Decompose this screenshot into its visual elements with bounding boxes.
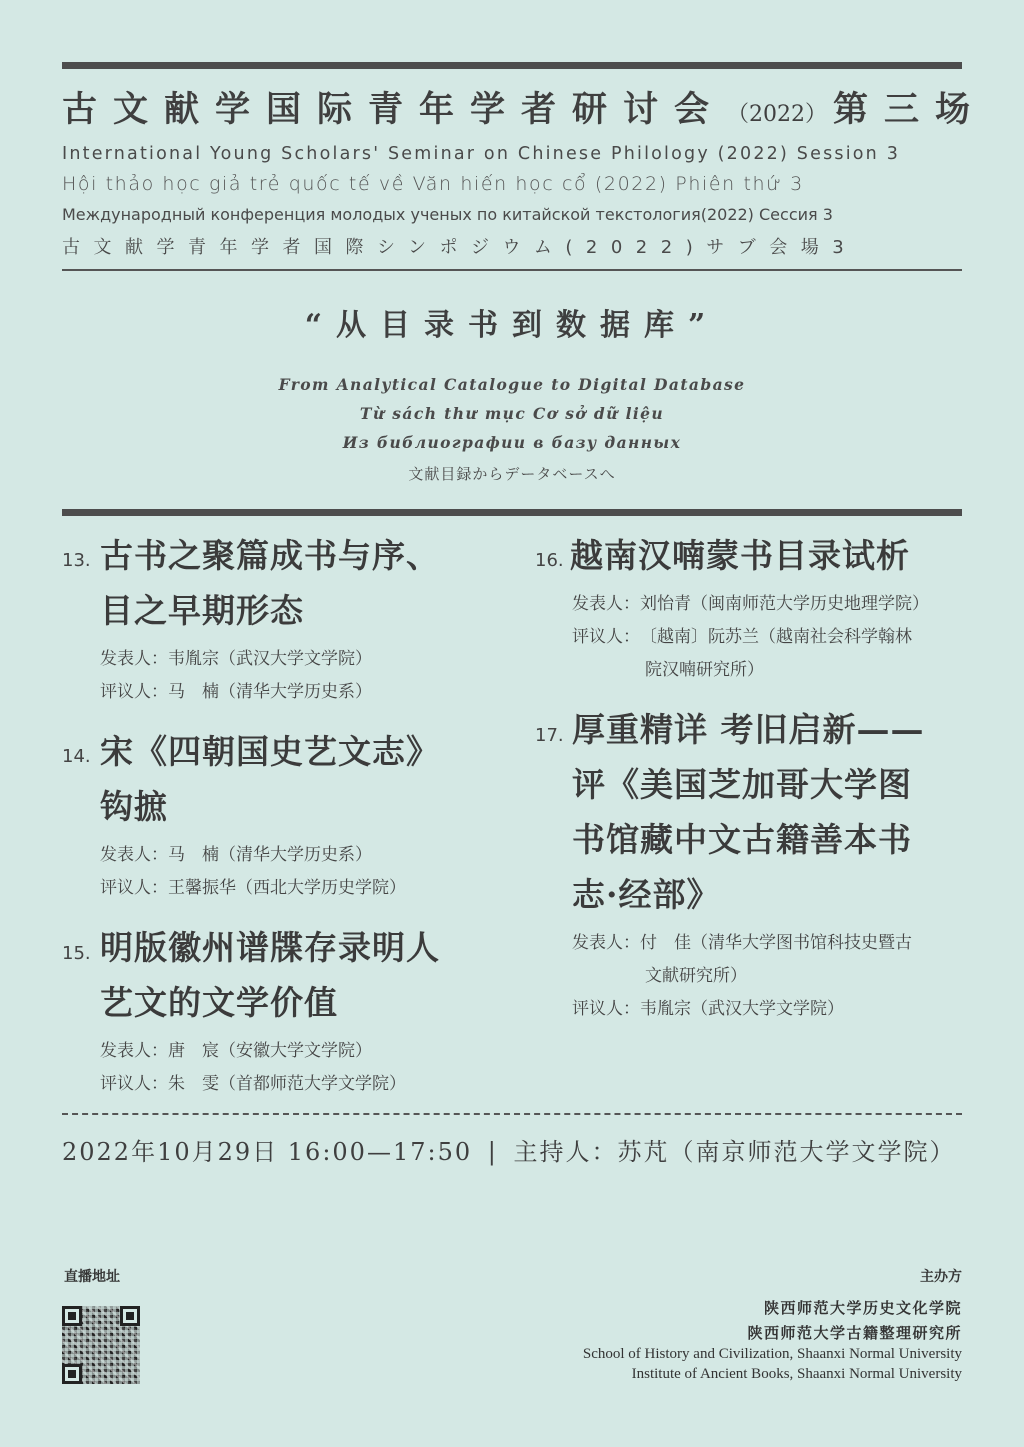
- talk-title-line: 越南汉喃蒙书目录试析: [570, 536, 910, 575]
- talk-number: 17.: [535, 725, 564, 746]
- talk-discussant: [100, 872, 406, 905]
- theme-english: From Analytical Catalogue to Digital Database: [278, 375, 746, 394]
- discussant-label: 评议人：: [572, 627, 640, 647]
- theme-vietnamese: Từ sách thư mục Cơ sở dữ liệu: [359, 404, 665, 423]
- title-session: 第三场: [833, 89, 987, 130]
- presenter-label: 发表人：: [100, 1041, 168, 1061]
- organizers-label: 主办方: [920, 1269, 962, 1285]
- subtitle-japanese: 古文献学青年学者国際シンポジウム(2022)サブ会場3: [62, 237, 858, 258]
- presenter-label: 发表人：: [572, 594, 640, 614]
- talk-number: 16.: [535, 550, 564, 571]
- presenter-name-continued: 文献研究所）: [645, 966, 747, 986]
- subtitle-english: International Young Scholars' Seminar on Chinese Philology (2022) Session 3: [62, 144, 901, 164]
- discussant-name: 朱 雯（首都师范大学文学院）: [168, 1074, 406, 1094]
- theme-russian: Из библиографии в базу данных: [342, 433, 682, 452]
- talk-title-line: 宋《四朝国史艺文志》: [100, 732, 440, 771]
- presenter-label: 发表人：: [572, 933, 640, 953]
- presenter-label: 发表人：: [100, 649, 168, 669]
- talk-title-line: 评《美国芝加哥大学图: [572, 765, 912, 804]
- theme-japanese: 文献目録からデータベースへ: [408, 465, 616, 483]
- separator: |: [487, 1138, 498, 1166]
- qr-finder-icon: [120, 1306, 140, 1326]
- subtitle-russian: Международный конференция молодых ученых по китайской текстология(2022) Сессия 3: [62, 205, 833, 224]
- talk-number: 15.: [62, 943, 91, 964]
- presenter-label: 发表人：: [100, 845, 168, 865]
- presenter-name: 唐 宸（安徽大学文学院）: [168, 1041, 372, 1061]
- organizer-english-1: School of History and Civilization, Shaanxi Normal University: [582, 1346, 962, 1362]
- talk-title-line: 厚重精详 考旧启新——: [572, 710, 925, 749]
- title-year: （2022）: [727, 102, 828, 127]
- theme-chinese: “从目录书到数据库”: [304, 308, 720, 343]
- section-rule: [62, 509, 962, 516]
- presenter-name: 马 楠（清华大学历史系）: [168, 845, 372, 865]
- talk-title: [100, 528, 440, 638]
- qr-code-icon[interactable]: [62, 1306, 140, 1384]
- title-main: 古文献学国际青年学者研讨会: [62, 89, 726, 130]
- talk-discussant: [572, 993, 844, 1026]
- discussant-label: 评议人：: [100, 682, 168, 702]
- talk-presenter: [100, 1035, 372, 1068]
- talk-title: [100, 724, 440, 834]
- qr-finder-icon: [62, 1306, 82, 1326]
- talk-title-line: 艺文的文学价值: [100, 983, 338, 1022]
- talk-presenter: [100, 643, 372, 676]
- talk-title-line: 志·经部》: [572, 875, 721, 914]
- qr-finder-icon: [62, 1364, 82, 1384]
- organizer-chinese-2: 陕西师范大学古籍整理研究所: [747, 1324, 962, 1342]
- discussant-name: 韦胤宗（武汉大学文学院）: [640, 999, 844, 1019]
- organizer-english-2: Institute of Ancient Books, Shaanxi Normal University: [631, 1366, 962, 1382]
- discussant-name-continued: 院汉喃研究所）: [645, 660, 764, 680]
- talk-title: [100, 920, 440, 1030]
- presenter-name: 刘怡青（闽南师范大学历史地理学院）: [640, 594, 929, 614]
- top-rule: [62, 62, 962, 69]
- discussant-name: 〔越南〕阮苏兰（越南社会科学翰林: [640, 627, 912, 647]
- presenter-name: 韦胤宗（武汉大学文学院）: [168, 649, 372, 669]
- event-datetime: 2022年10月29日 16:00—17:50: [62, 1138, 473, 1166]
- organizer-chinese-1: 陕西师范大学历史文化学院: [763, 1299, 962, 1317]
- discussant-name: 马 楠（清华大学历史系）: [168, 682, 372, 702]
- live-label: 直播地址: [64, 1269, 120, 1285]
- discussant-name: 王馨振华（西北大学历史学院）: [168, 878, 406, 898]
- discussant-label: 评议人：: [100, 878, 168, 898]
- talk-title: [570, 528, 910, 583]
- header-divider: [62, 269, 962, 271]
- presenter-name: 付 佳（清华大学图书馆科技史暨古: [640, 933, 912, 953]
- discussant-label: 评议人：: [572, 999, 640, 1019]
- talk-title-line: 目之早期形态: [100, 591, 304, 630]
- talk-title-line: 古书之聚篇成书与序、: [100, 536, 440, 575]
- talk-presenter: [572, 588, 929, 621]
- talk-title-line: 明版徽州谱牒存录明人: [100, 928, 440, 967]
- subtitle-vietnamese: Hội thảo học giả trẻ quốc tế về Văn hiến học cổ (2022) Phiên thứ 3: [62, 173, 804, 195]
- discussant-label: 评议人：: [100, 1074, 168, 1094]
- talk-title-line: 书馆藏中文古籍善本书: [572, 820, 912, 859]
- page-title: [62, 82, 987, 132]
- talk-discussant: [100, 676, 372, 709]
- talk-discussant: [100, 1068, 406, 1101]
- footer-divider: [62, 1113, 962, 1115]
- event-host: 主持人：苏芃（南京师范大学文学院）: [513, 1138, 956, 1166]
- talk-title: [572, 702, 925, 922]
- talk-number: 13.: [62, 550, 91, 571]
- talk-number: 14.: [62, 746, 91, 767]
- talk-title-line: 钩摭: [100, 787, 168, 826]
- schedule-line: [62, 1132, 956, 1167]
- talk-presenter: [572, 927, 912, 993]
- talk-presenter: [100, 839, 372, 872]
- talk-discussant: [572, 621, 912, 687]
